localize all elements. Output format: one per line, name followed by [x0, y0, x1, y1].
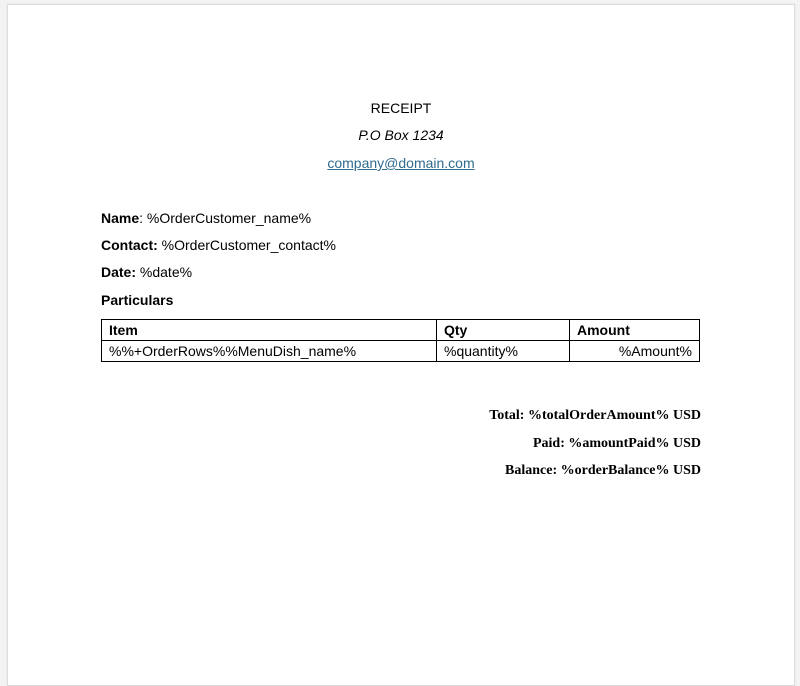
cell-amount: %Amount%: [570, 341, 700, 362]
cell-qty: %quantity%: [437, 341, 570, 362]
paid-line: Paid: %amountPaid% USD: [532, 436, 701, 451]
contact-value: %OrderCustomer_contact%: [157, 237, 336, 253]
balance-line: Balance: %orderBalance% USD: [505, 463, 701, 478]
table-row: [102, 341, 700, 362]
column-header-item: Item: [102, 320, 437, 341]
customer-name-field: [101, 210, 311, 226]
email-link[interactable]: company@domain.com: [327, 155, 475, 171]
document-page: [7, 4, 795, 686]
name-value: : %OrderCustomer_name%: [139, 210, 312, 226]
date-value: %date%: [136, 264, 193, 280]
po-box: P.O Box 1234: [358, 127, 444, 143]
cell-item: %%+OrderRows%%MenuDish_name%: [102, 341, 437, 362]
email-line: [8, 155, 794, 171]
name-label: Name: [101, 210, 140, 226]
receipt-title: RECEIPT: [370, 100, 432, 116]
table-header-row: [102, 320, 700, 341]
items-table: [101, 319, 700, 362]
date-label: Date:: [101, 264, 137, 280]
customer-contact-field: [101, 237, 336, 253]
date-field: [101, 264, 192, 280]
column-header-amount: Amount: [570, 320, 700, 341]
total-line: Total: %totalOrderAmount% USD: [489, 408, 701, 423]
contact-label: Contact:: [101, 237, 158, 253]
column-header-qty: Qty: [437, 320, 570, 341]
particulars-heading: Particulars: [101, 292, 174, 308]
